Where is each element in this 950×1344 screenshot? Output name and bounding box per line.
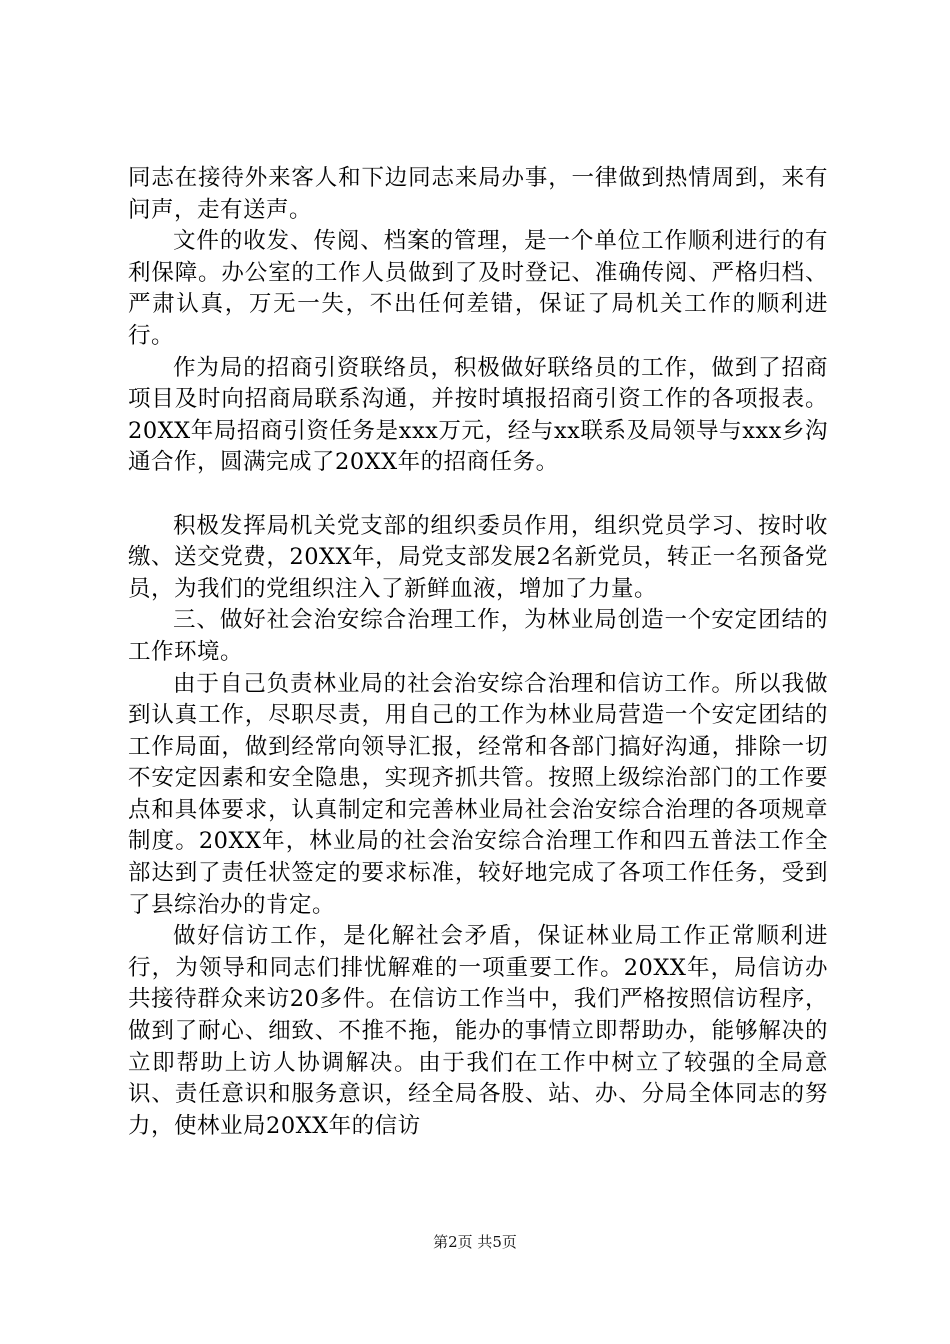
paragraph-1: 同志在接待外来客人和下边同志来局办事，一律做到热情周到，来有问声，走有送声。 — [128, 165, 828, 223]
paragraph-2: 文件的收发、传阅、档案的管理，是一个单位工作顺利进行的有利保障。办公室的工作人员做到了及时登记、准确传阅、严格归档、严肃认真，万无一失，不出任何差错，保证了局机关工作的顺利进行。 — [128, 228, 828, 349]
paragraph-6: 做好信访工作，是化解社会矛盾，保证林业局工作正常顺利进行，为领导和同志们排忧解难的一项重要工作。20XX年，局信访办共接待群众来访20多件。在信访工作当中，我们严格按照信访程序，做到了耐心、细致、不推不拖，能办的事情立即帮助办，能够解决的立即帮助上访人协调解决。由于我们在工作中树立了较强的全局意识、责任意识和服务意识，经全局各股、站、办、分局全体同志的努力，使林业局20XX年的信访 — [128, 923, 828, 1139]
page-number-footer: 第2页 共5页 — [433, 1233, 517, 1251]
paragraph-3: 作为局的招商引资联络员，积极做好联络员的工作，做到了招商项目及时向招商局联系沟通，并按时填报招商引资工作的各项报表。20XX年局招商引资任务是xxx万元，经与xx联系及局领导与xxx乡沟通合作，圆满完成了20XX年的招商任务。 — [128, 354, 828, 476]
paragraph-spacer — [128, 479, 828, 511]
paragraph-5: 由于自己负责林业局的社会治安综合治理和信访工作。所以我做到认真工作，尽职尽责，用自己的工作为林业局营造一个安定团结的工作局面，做到经常向领导汇报，经常和各部门搞好沟通，排除一切不安定因素和安全隐患，实现齐抓共管。按照上级综治部门的工作要点和具体要求，认真制定和完善林业局社会治安综合治理的各项规章制度。20XX年，林业局的社会治安综合治理工作和四五普法工作全部达到了责任状签定的要求标准，较好地完成了各项工作任务，受到了县综治办的肯定。 — [128, 670, 828, 918]
section-heading-3: 三、做好社会治安综合治理工作，为林业局创造一个安定团结的工作环境。 — [128, 607, 828, 665]
document-body — [128, 163, 828, 1142]
paragraph-4: 积极发挥局机关党支部的组织委员作用，组织党员学习、按时收缴、送交党费，20XX年，局党支部发展2名新党员，转正一名预备党员，为我们的党组织注入了新鲜血液，增加了力量。 — [128, 512, 828, 602]
